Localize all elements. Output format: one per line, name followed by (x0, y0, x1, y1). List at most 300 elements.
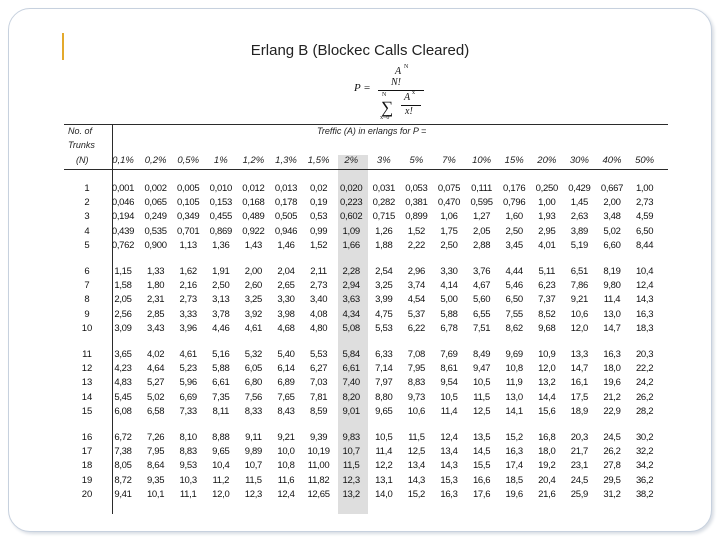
table-cell: 4,14 (440, 280, 458, 292)
column-header: 2% (344, 155, 359, 166)
table-cell: 0,111 (471, 183, 493, 194)
trunk-count: 14 (81, 391, 93, 403)
table-cell: 2,63 (570, 211, 589, 223)
table-cell: 13,2 (538, 377, 556, 389)
table-cell: 0,489 (242, 211, 265, 223)
table-cell: 8,10 (179, 432, 197, 443)
table-cell: 10,9 (538, 349, 556, 360)
table-cell: 9,41 (114, 488, 132, 500)
table-cell: 8,72 (114, 474, 132, 486)
table-cell: 9,21 (277, 432, 295, 443)
table-cell: 6,78 (440, 322, 458, 334)
table-cell: 14,5 (472, 446, 491, 458)
table-cell: 17,5 (570, 391, 589, 403)
table-cell: 6,14 (277, 363, 295, 375)
table-cell: 34,2 (635, 460, 654, 472)
table-cell: 8,20 (342, 391, 360, 403)
table-cell: 5,19 (570, 239, 589, 251)
table-cell: 0,178 (274, 197, 298, 209)
table-cell: 8,64 (146, 460, 165, 472)
table-cell: 9,69 (505, 349, 523, 360)
table-cell: 3,48 (603, 211, 621, 223)
table-cell: 3,30 (440, 266, 458, 277)
table-cell: 21,2 (603, 391, 621, 403)
table-cell: 5,40 (277, 349, 295, 360)
table-cell: 12,3 (244, 488, 263, 500)
table-cell: 13,5 (472, 432, 491, 443)
table-cell: 12,2 (375, 460, 393, 472)
trunk-count: 19 (81, 474, 93, 486)
table-cell: 9,01 (342, 405, 360, 417)
table-cell: 1,06 (440, 211, 458, 223)
trunk-count: 5 (84, 239, 90, 251)
table-cell: 9,11 (245, 432, 262, 443)
table-cell: 2,94 (342, 280, 360, 292)
table-cell: 6,33 (375, 349, 393, 360)
trunk-count: 10 (81, 322, 93, 334)
table-cell: 0,19 (309, 197, 328, 209)
table-cell: 0,249 (144, 211, 167, 223)
table-cell: 4,75 (375, 308, 393, 320)
table-cell: 2,05 (472, 225, 491, 237)
table-cell: 0,99 (309, 225, 328, 237)
formula-sum-term-factorial: x! (405, 106, 413, 117)
table-cell: 9,39 (309, 432, 328, 443)
formula-sum-upper: N (382, 92, 387, 98)
table-cell: 11,9 (505, 377, 523, 389)
header-trunks-line3: (N) (76, 155, 89, 165)
table-cell: 7,37 (538, 294, 556, 306)
table-cell: 4,54 (407, 294, 426, 306)
table-cell: 1,62 (179, 266, 197, 277)
table-cell: 11,82 (307, 474, 330, 486)
table-cell: 1,15 (114, 266, 132, 277)
trunk-count: 8 (84, 294, 90, 306)
table-cell: 8,05 (114, 460, 132, 472)
table-cell: 0,250 (535, 183, 558, 194)
table-cell: 20,3 (635, 349, 654, 360)
trunk-count: 4 (84, 225, 90, 237)
table-cell: 0,946 (274, 225, 298, 237)
trunk-count: 15 (81, 405, 93, 417)
table-cell: 13,0 (603, 308, 621, 320)
column-header: 0,5% (177, 155, 200, 166)
table-cell: 6,72 (114, 432, 132, 443)
table-cell: 7,03 (309, 377, 328, 389)
table-cell: 15,2 (505, 432, 523, 443)
table-cell: 15,2 (407, 488, 426, 500)
table-cell: 0,667 (600, 183, 624, 194)
table-cell: 2,96 (407, 266, 426, 277)
table-cell: 5,11 (538, 266, 556, 277)
table-cell: 11,2 (212, 474, 230, 486)
table-cell: 10,7 (244, 460, 263, 472)
table-cell: 6,23 (538, 280, 556, 292)
table-cell: 10,8 (277, 460, 295, 472)
table-cell: 0,002 (144, 183, 167, 194)
table-cell: 21,6 (538, 488, 556, 500)
table-cell: 0,53 (309, 211, 328, 223)
table-cell: 0,168 (242, 197, 265, 209)
table-cell: 7,35 (212, 391, 230, 403)
column-header: 50% (635, 155, 655, 166)
table-cell: 7,95 (407, 363, 426, 375)
table-cell: 19,6 (603, 377, 621, 389)
table-cell: 9,68 (538, 322, 556, 334)
column-header: 7% (442, 155, 456, 166)
table-cell: 3,65 (114, 349, 132, 360)
table-cell: 1,00 (635, 183, 654, 194)
table-cell: 22,9 (603, 405, 621, 417)
table-cell: 0,595 (470, 197, 493, 209)
column-header: 1% (213, 155, 228, 166)
table-cell: 8,19 (603, 266, 621, 277)
table-cell: 24,5 (603, 432, 621, 443)
table-cell: 2,54 (375, 266, 393, 277)
table-cell: 9,35 (146, 474, 165, 486)
trunk-count: 1 (84, 183, 90, 194)
column-header: 1,5% (307, 155, 330, 166)
table-cell: 7,95 (146, 446, 165, 458)
table-cell: 6,05 (244, 363, 263, 375)
table-cell: 7,65 (277, 391, 295, 403)
trunk-count: 20 (81, 488, 93, 500)
table-cell: 3,63 (342, 294, 360, 306)
table-cell: 0,900 (144, 239, 167, 251)
trunk-count: 3 (84, 211, 90, 223)
formula-numerator-power: A (395, 66, 402, 77)
column-header: 20% (537, 155, 557, 166)
table-cell: 7,86 (570, 280, 589, 292)
formula-sum-symbol: ∑ (381, 98, 394, 117)
table-cell: 22,2 (635, 363, 654, 375)
table-cell: 14,0 (375, 488, 393, 500)
table-cell: 14,3 (635, 294, 654, 306)
table-cell: 0,349 (177, 211, 200, 223)
table-cell: 1,13 (179, 239, 197, 251)
table-cell: 9,65 (375, 405, 393, 417)
table-cell: 11,5 (245, 474, 262, 486)
table-cell: 11,5 (473, 391, 490, 403)
table-cell: 0,223 (340, 197, 363, 209)
table-cell: 0,796 (503, 197, 526, 209)
table-cell: 16,6 (472, 474, 491, 486)
table-cell: 7,08 (407, 349, 426, 360)
table-cell: 8,11 (212, 405, 230, 417)
table-cell: 9,54 (440, 377, 458, 389)
table-cell: 3,09 (114, 322, 132, 334)
table-cell: 10,5 (440, 391, 458, 403)
table-cell: 0,012 (242, 183, 265, 194)
table-cell: 29,5 (603, 474, 621, 486)
table-cell: 20,4 (538, 474, 556, 486)
table-cell: 12,3 (342, 474, 360, 486)
table-cell: 5,88 (440, 308, 458, 320)
table-cell: 2,31 (146, 294, 165, 306)
table-cell: 10,3 (179, 474, 197, 486)
trunk-count: 13 (81, 377, 93, 389)
table-cell: 3,40 (309, 294, 328, 306)
table-cell: 17,6 (472, 488, 491, 500)
table-cell: 8,88 (212, 432, 230, 443)
table-header-rule (64, 169, 668, 170)
table-cell: 6,55 (472, 308, 491, 320)
table-cell: 4,46 (212, 322, 230, 334)
table-cell: 5,27 (146, 377, 165, 389)
table-cell: 4,08 (309, 308, 328, 320)
table-cell: 15,6 (538, 405, 556, 417)
table-cell: 4,61 (179, 349, 197, 360)
table-cell: 5,00 (440, 294, 458, 306)
table-cell: 0,535 (144, 225, 167, 237)
trunk-count: 2 (84, 197, 90, 209)
table-cell: 11,4 (375, 446, 393, 458)
formula-fraction-bar (378, 90, 424, 91)
table-cell: 6,58 (146, 405, 165, 417)
table-cell: 12,0 (538, 363, 556, 375)
table-cell: 3,45 (505, 239, 523, 251)
table-cell: 0,899 (405, 211, 428, 223)
table-cell: 2,04 (277, 266, 295, 277)
table-cell: 14,3 (440, 460, 458, 472)
table-cell: 1,09 (342, 225, 360, 237)
table-cell: 5,53 (309, 349, 328, 360)
table-cell: 4,67 (472, 280, 491, 292)
table-cell: 12,4 (440, 432, 458, 443)
table-cell: 1,52 (407, 225, 426, 237)
table-cell: 5,08 (342, 322, 360, 334)
table-cell: 2,73 (635, 197, 654, 209)
trunk-count: 12 (81, 363, 93, 375)
table-cell: 4,01 (538, 239, 556, 251)
table-cell: 0,381 (405, 197, 428, 209)
trunk-count: 17 (81, 446, 93, 458)
table-cell: 13,2 (342, 488, 360, 500)
table-cell: 8,59 (309, 405, 328, 417)
table-cell: 6,50 (635, 225, 654, 237)
table-cell: 14,1 (505, 405, 523, 417)
table-cell: 11,4 (603, 294, 621, 306)
table-cell: 0,715 (372, 211, 395, 223)
table-cell: 18,0 (538, 446, 556, 458)
table-cell: 5,37 (407, 308, 426, 320)
table-cell: 15,5 (472, 460, 491, 472)
table-cell: 7,14 (375, 363, 393, 375)
table-cell: 9,65 (212, 446, 230, 458)
column-header: 15% (504, 155, 524, 166)
table-cell: 8,43 (277, 405, 295, 417)
table-cell: 13,3 (570, 349, 589, 360)
table-cell: 0,010 (209, 183, 232, 194)
erlang-b-table (64, 124, 668, 514)
table-cell: 28,2 (635, 405, 654, 417)
table-cell: 3,96 (179, 322, 197, 334)
table-cell: 0,701 (177, 225, 200, 237)
table-cell: 2,05 (114, 294, 132, 306)
table-cell: 14,7 (570, 363, 589, 375)
table-cell: 9,83 (342, 432, 360, 443)
table-cell: 0,075 (437, 183, 461, 194)
table-cell: 6,08 (114, 405, 132, 417)
table-cell: 24,5 (570, 474, 589, 486)
table-cell: 0,02 (309, 183, 328, 194)
table-cell: 10,4 (212, 460, 230, 472)
table-cell: 4,64 (146, 363, 165, 375)
header-traffic: Treffic (A) in erlangs for P = (317, 126, 427, 136)
table-cell: 7,69 (440, 349, 458, 360)
table-cell: 0,031 (372, 183, 395, 194)
column-header: 10% (472, 155, 492, 166)
table-cell: 11,5 (342, 460, 360, 472)
table-cell: 1,00 (538, 197, 556, 209)
trunk-count: 9 (84, 308, 90, 320)
table-cell: 3,92 (244, 308, 263, 320)
table-cell: 0,005 (177, 183, 200, 194)
table-cell: 7,38 (114, 446, 132, 458)
table-cell: 0,602 (340, 211, 363, 223)
table-cell: 8,80 (375, 391, 393, 403)
table-cell: 3,98 (277, 308, 295, 320)
table-cell: 7,81 (309, 391, 328, 403)
table-cell: 5,53 (375, 322, 393, 334)
table-cell: 10,8 (505, 363, 523, 375)
table-cell: 1,43 (244, 239, 263, 251)
table-cell: 12,5 (407, 446, 426, 458)
column-header: 0,1% (112, 155, 134, 166)
table-cell: 12,0 (212, 488, 230, 500)
table-cell: 27,8 (603, 460, 621, 472)
table-cell: 10,7 (342, 446, 360, 458)
header-trunks-line1: No. of (68, 126, 93, 136)
column-header: 40% (602, 155, 622, 166)
formula-lhs: P = (354, 82, 371, 94)
table-cell: 6,69 (179, 391, 197, 403)
table-cell: 2,50 (505, 225, 523, 237)
table-cell: 4,34 (342, 308, 360, 320)
table-cell: 5,02 (603, 225, 621, 237)
table-cell: 2,11 (310, 266, 327, 277)
table-cell: 8,33 (244, 405, 263, 417)
table-cell: 3,89 (570, 225, 589, 237)
table-cell: 21,7 (570, 446, 589, 458)
table-cell: 1,27 (472, 211, 491, 223)
table-cell: 8,49 (472, 349, 491, 360)
table-cell: 2,50 (212, 280, 230, 292)
table-cell: 14,7 (603, 322, 621, 334)
table-cell: 5,84 (342, 349, 360, 360)
trunk-count: 16 (81, 432, 93, 443)
table-cell: 6,80 (244, 377, 263, 389)
table-cell: 0,053 (405, 183, 428, 194)
column-header: 1,2% (242, 155, 265, 166)
table-cell: 3,25 (375, 280, 393, 292)
table-cell: 18,3 (635, 322, 654, 334)
column-header: 5% (409, 155, 424, 166)
table-cell: 6,89 (277, 377, 295, 389)
table-cell: 19,2 (538, 460, 556, 472)
trunk-count: 18 (81, 460, 93, 472)
table-cell: 7,26 (146, 432, 165, 443)
table-cell: 0,001 (111, 183, 135, 194)
table-cell: 13,4 (440, 446, 458, 458)
table-cell: 8,62 (505, 322, 523, 334)
table-cell: 18,5 (505, 474, 523, 486)
table-cell: 7,51 (472, 322, 491, 334)
table-cell: 10,6 (570, 308, 589, 320)
table-cell: 8,83 (407, 377, 426, 389)
table-cell: 11,5 (408, 432, 425, 443)
table-cell: 7,55 (505, 308, 523, 320)
table-cell: 30,2 (635, 432, 654, 443)
page-title: Erlang B (Blockec Calls Cleared) (250, 42, 470, 59)
table-cell: 12,4 (635, 280, 654, 292)
table-cell: 18,9 (570, 405, 589, 417)
table-cell: 2,88 (472, 239, 491, 251)
table-cell: 10,1 (146, 488, 165, 500)
table-cell: 6,60 (603, 239, 621, 251)
table-cell: 1,66 (342, 239, 360, 251)
table-cell: 5,60 (472, 294, 491, 306)
table-cell: 3,30 (277, 294, 295, 306)
table-cell: 26,2 (635, 391, 654, 403)
table-top-rule (64, 124, 668, 125)
table-cell: 0,020 (340, 183, 363, 194)
table-cell: 1,88 (375, 239, 393, 251)
table-cell: 17,4 (505, 460, 523, 472)
table-cell: 2,16 (179, 280, 197, 292)
table-cell: 0,922 (242, 225, 265, 237)
table-cell: 25,9 (570, 488, 589, 500)
table-cell: 16,3 (440, 488, 458, 500)
table-cell: 1,46 (277, 239, 295, 251)
table-cell: 24,2 (635, 377, 654, 389)
table-cell: 6,61 (212, 377, 230, 389)
table-cell: 5,88 (212, 363, 230, 375)
table-cell: 8,44 (635, 239, 654, 251)
table-cell: 13,0 (505, 391, 523, 403)
table-cell: 6,61 (342, 363, 360, 375)
table-cell: 3,99 (375, 294, 393, 306)
table-cell: 0,105 (177, 197, 200, 209)
table-cell: 11,4 (440, 405, 458, 417)
table-cell: 2,73 (179, 294, 197, 306)
table-cell: 16,8 (538, 432, 556, 443)
table-cell: 0,065 (144, 197, 167, 209)
table-cell: 19,6 (505, 488, 523, 500)
table-cell: 36,2 (635, 474, 654, 486)
table-cell: 9,89 (244, 446, 263, 458)
table-cell: 3,13 (212, 294, 230, 306)
table-cell: 9,47 (472, 363, 491, 375)
table-cell: 1,60 (505, 211, 523, 223)
table-cell: 0,470 (437, 197, 461, 209)
table-cell: 11,1 (179, 488, 197, 500)
table-cell: 5,16 (212, 349, 230, 360)
table-cell: 5,45 (114, 391, 132, 403)
table-cell: 3,74 (407, 280, 426, 292)
table-cell: 1,58 (114, 280, 132, 292)
table-cell: 3,78 (212, 308, 230, 320)
table-cell: 3,25 (244, 294, 263, 306)
table-cell: 6,22 (407, 322, 426, 334)
table-cell: 7,56 (244, 391, 263, 403)
table-cell: 2,50 (440, 239, 458, 251)
table-cell: 9,21 (570, 294, 589, 306)
table-cell: 2,85 (146, 308, 165, 320)
table-cell: 2,00 (603, 197, 621, 209)
table-cell: 0,429 (568, 183, 591, 194)
table-cell: 11,00 (307, 460, 330, 472)
